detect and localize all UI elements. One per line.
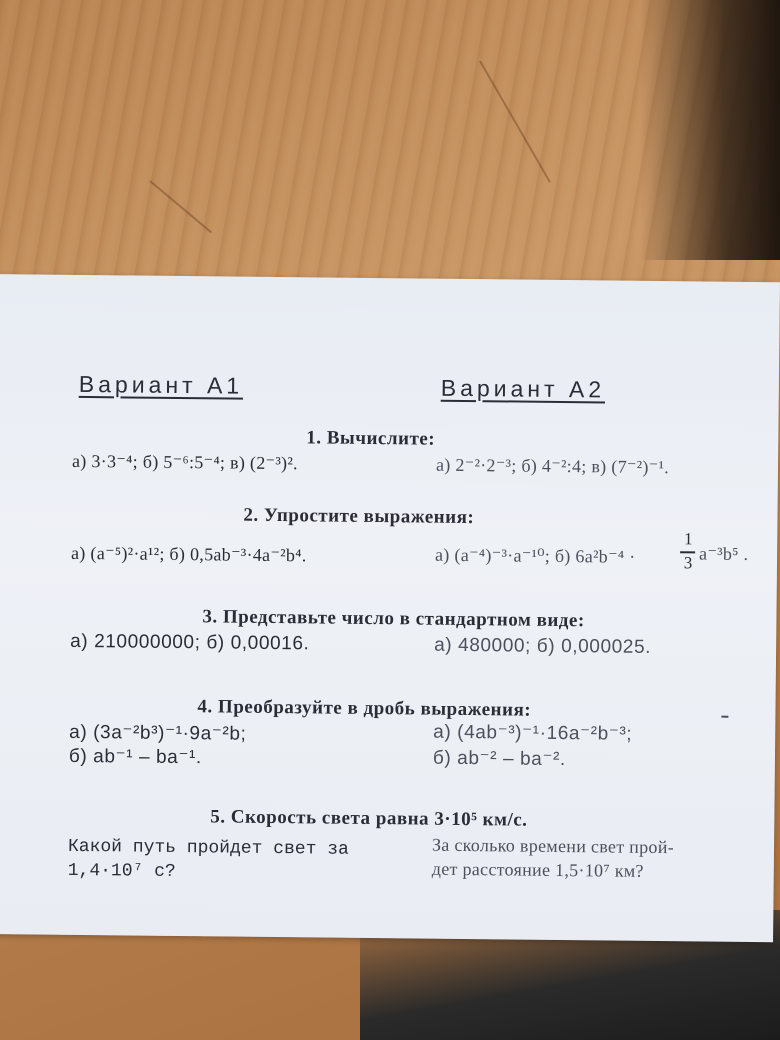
task4-variant-a2-line2: б) ab⁻² – ba⁻². xyxy=(432,747,566,771)
task3-variant-a2: а) 480000; б) 0,000025. xyxy=(434,634,652,658)
task4-variant-a2-line1: а) (4ab⁻³)⁻¹·16a⁻²b⁻³; xyxy=(433,721,633,745)
task5-heading: 5. Скорость света равна 3·10⁵ км/с. xyxy=(210,806,528,831)
background-shadow xyxy=(640,0,780,260)
task5-variant-a2-line1: За сколько времени свет прой- xyxy=(431,834,675,858)
variant-a2-title: Вариант А2 xyxy=(440,374,606,403)
task3-variant-a1: а) 210000000; б) 0,00016. xyxy=(70,630,310,655)
task2-heading: 2. Упростите выражения: xyxy=(243,504,475,529)
task2-variant-a2-part2: a⁻³b⁵ . xyxy=(699,543,749,564)
task2-variant-a1: а) (a⁻⁵)²·a¹²; б) 0,5ab⁻³·4a⁻²b⁴. xyxy=(70,542,307,566)
task1-heading: 1. Вычислите: xyxy=(306,427,436,450)
task5-variant-a1-line2: 1,4·10⁷ с? xyxy=(67,860,176,882)
task5-variant-a2-line2: дет расстояние 1,5·10⁷ км? xyxy=(431,858,644,881)
task4-variant-a1-line2: б) ab⁻¹ – ba⁻¹. xyxy=(68,745,202,769)
task1-variant-a1: а) 3·3⁻⁴; б) 5⁻⁶:5⁻⁴; в) (2⁻³)². xyxy=(71,450,298,474)
fraction-numerator: 1 xyxy=(683,529,693,549)
variant-a1-title: Вариант А1 xyxy=(78,370,244,399)
stray-mark xyxy=(721,716,728,718)
task1-variant-a2: а) 2⁻²·2⁻³; б) 4⁻²:4; в) (7⁻²)⁻¹. xyxy=(435,454,670,478)
task4-heading: 4. Преобразуйте в дробь выражения: xyxy=(197,696,532,721)
worksheet-paper xyxy=(0,274,780,942)
task4-variant-a1-line1: а) (3a⁻²b³)⁻¹·9a⁻²b; xyxy=(69,721,247,745)
task2-variant-a2-part1: а) (a⁻⁴)⁻³·a⁻¹⁰; б) 6a²b⁻⁴ · xyxy=(434,544,636,567)
task5-variant-a1-line1: Какой путь пройдет свет за xyxy=(67,836,349,860)
task3-heading: 3. Представьте число в стандартном виде: xyxy=(202,606,585,632)
fraction-denominator: 3 xyxy=(683,553,693,573)
